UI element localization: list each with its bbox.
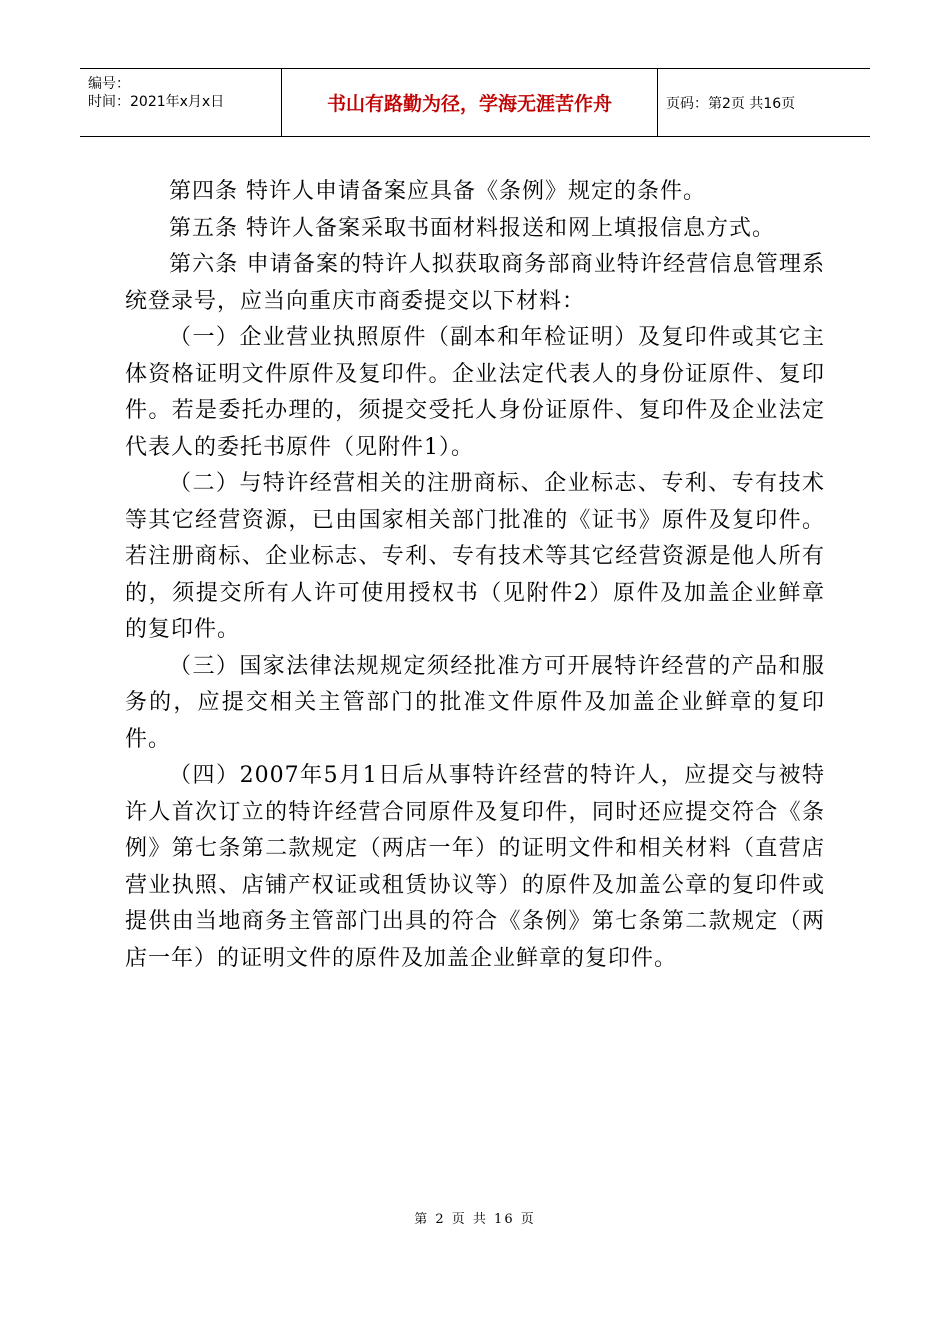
document-body [125, 174, 825, 977]
document-number: 编号： [88, 76, 130, 92]
page-footer: 第 2 页 共 16 页 [414, 1212, 536, 1227]
document-header [80, 68, 870, 137]
paragraph-item-4: （四）2007年5月1日后从事特许经营的特许人，应提交与被特许人首次订立的特许经营合同原件及复印件，同时还应提交符合《条例》第七条第二款规定（两店一年）的证明文件和相关材料（直营店营业执照、店铺产权证或租赁协议等）的原件及加盖公章的复印件或提供由当地商务主管部门出具的符合《条例》第七条第二款规定（两店一年）的证明文件的原件及加盖企业鲜章的复印件。 [125, 763, 825, 971]
paragraph-article-5: 第五条 特许人备案采取书面材料报送和网上填报信息方式。 [169, 215, 775, 241]
paragraph-item-1: （一）企业营业执照原件（副本和年检证明）及复印件或其它主体资格证明文件原件及复印件。企业法定代表人的身份证原件、复印件。若是委托办理的，须提交受托人身份证原件、复印件及企业法定代表人的委托书原件（见附件1）。 [125, 325, 825, 460]
paragraph-article-6: 第六条 申请备案的特许人拟获取商务部商业特许经营信息管理系统登录号，应当向重庆市商委提交以下材料： [125, 252, 825, 314]
document-time: 时间：2021年x月x日 [88, 94, 225, 110]
header-info-cell [80, 69, 282, 136]
header-motto: 书山有路勤为径，学海无涯苦作舟 [282, 69, 658, 136]
paragraph-article-4: 第四条 特许人申请备案应具备《条例》规定的条件。 [169, 179, 706, 204]
header-page-number: 页码：第2页 共16页 [666, 95, 796, 112]
paragraph-item-3: （三）国家法律法规规定须经批准方可开展特许经营的产品和服务的，应提交相关主管部门的批准文件原件及加盖企业鲜章的复印件。 [125, 653, 825, 752]
paragraph-item-2: （二）与特许经营相关的注册商标、企业标志、专利、专有技术等其它经营资源，已由国家相关部门批准的《证书》原件及复印件。若注册商标、企业标志、专利、专有技术等其它经营资源是他人所有的，须提交所有人许可使用授权书（见附件2）原件及加盖企业鲜章的复印件。 [125, 471, 825, 642]
